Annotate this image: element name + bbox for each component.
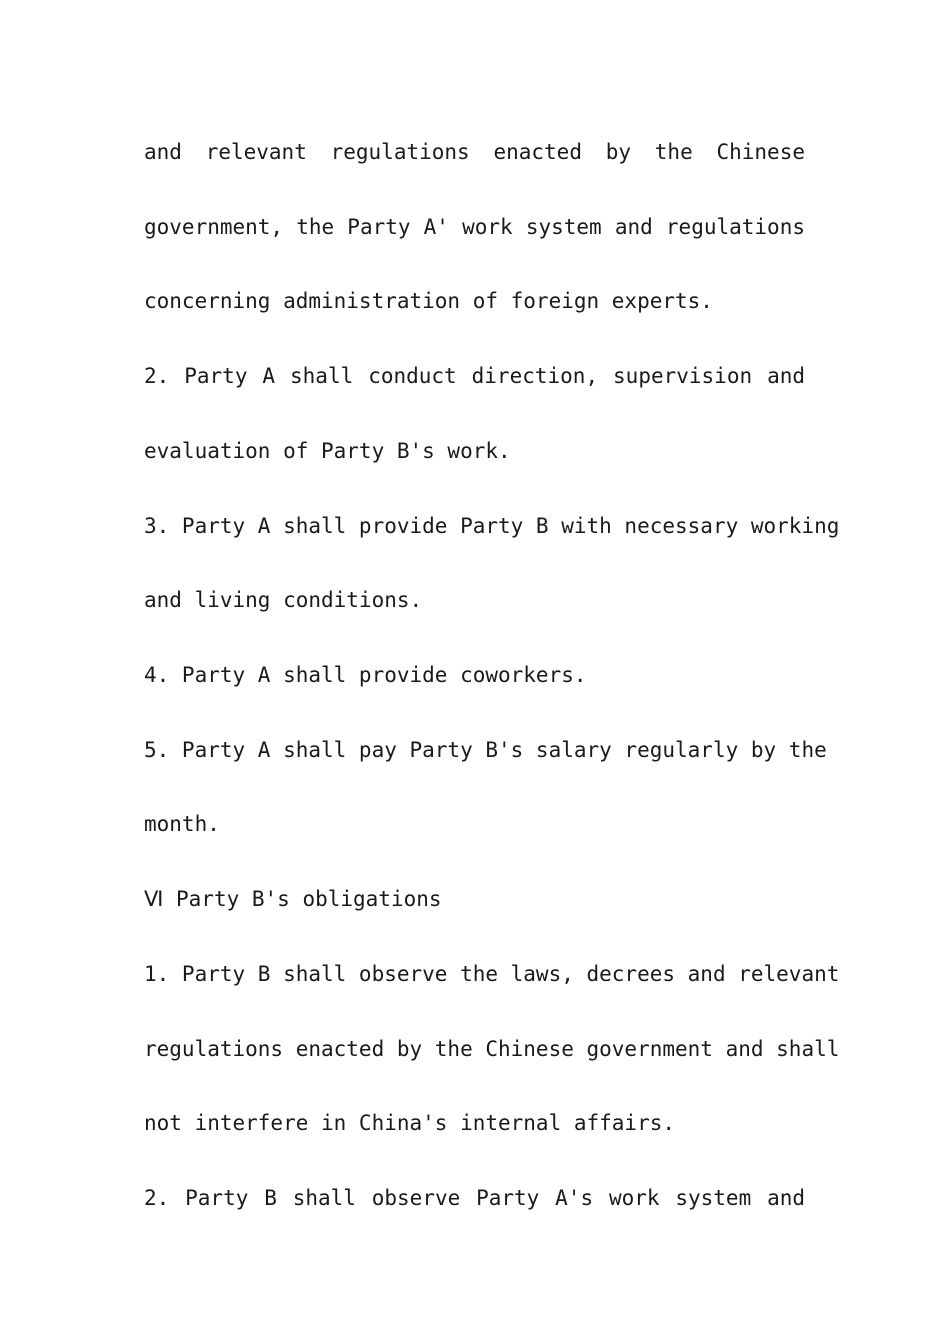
text-line: not interfere in China's internal affairs. — [144, 1111, 676, 1135]
text-line: regulations enacted by the Chinese government and shall — [144, 1037, 840, 1061]
section-heading: Ⅵ Party B's obligations — [144, 887, 442, 911]
list-item-a4: 4. Party A shall provide coworkers. — [144, 663, 587, 687]
list-item-b2: 2. Party B shall observe Party A's work system and — [144, 1186, 805, 1210]
list-item-a5: 5. Party A shall pay Party B's salary regularly by the — [144, 738, 827, 762]
text-line: concerning administration of foreign experts. — [144, 289, 713, 313]
list-item-b1: 1. Party B shall observe the laws, decrees and relevant — [144, 962, 840, 986]
text-line: evaluation of Party B's work. — [144, 439, 511, 463]
list-item-a3: 3. Party A shall provide Party B with necessary working — [144, 514, 840, 538]
text-line: and relevant regulations enacted by the Chinese — [144, 140, 805, 164]
text-line: and living conditions. — [144, 588, 423, 612]
text-line: government, the Party A' work system and regulations — [144, 215, 805, 239]
text-line: month. — [144, 812, 220, 836]
list-item-a2: 2. Party A shall conduct direction, supervision and — [144, 364, 805, 388]
